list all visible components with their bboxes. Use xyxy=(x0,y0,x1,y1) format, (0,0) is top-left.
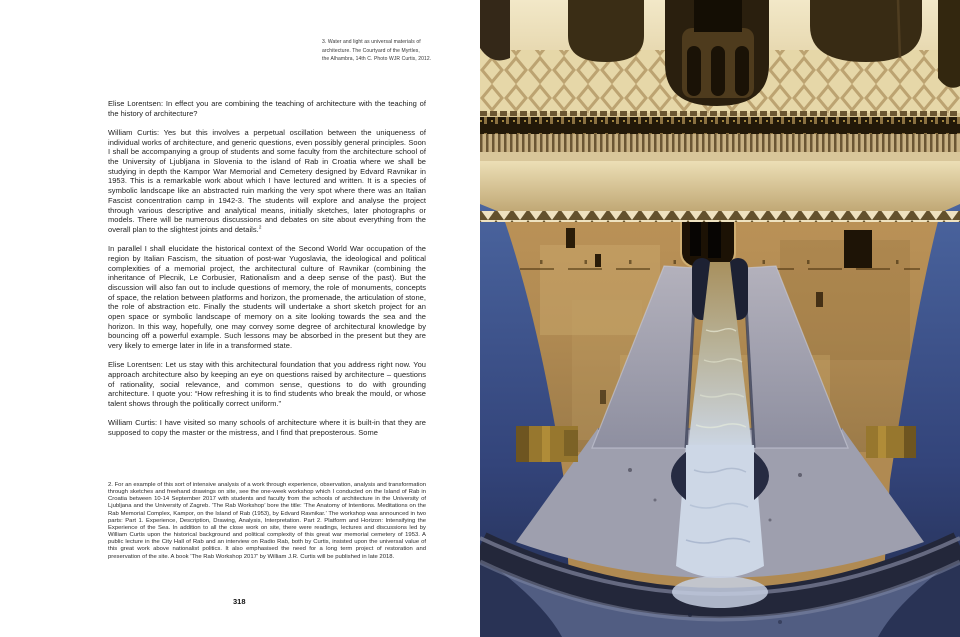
arcade-reflection xyxy=(480,0,960,213)
figure-caption xyxy=(322,38,434,64)
brass-fitting-right xyxy=(866,426,916,458)
paragraph-curtis-answer: William Curtis: Yes but this involves a perpetual oscillation between the uniqueness of individual works of architecture, and generic questions, even possibly general principles. Soon I shall be accompanying a group of students and some faculty from the architecture school of the University of Ljubljana in Slovenia to the island of Rab in Croatia where we shall be studying in depth the Kampor War Memorial and Cemetery designed by Edvard Ravnikar in 1953. This is a remarkable work about which I have lectured and written. It is a species of symbolic landscape like an abstracted ruin marking the very spot where there was an Italian Fascist concentration camp in 1942-3. The students will explore and analyse the project through various descriptive and analytical means, initially sketches, later photographs or models. There will be numerous discussions and debates on site about everything from the overall plan to the slightest joints and details.$^2$ xyxy=(108,127,426,234)
page-number: 318 xyxy=(233,597,246,606)
paragraph-interviewer-question-2: Elise Lorentsen: Let us stay with this architectural foundation that you address right now. You approach architecture also by keeping an eye on questions raised by architecture – questions of rationality, social relevance, and common sense, questions to do with grounding architecture. I quote you: “How refreshing it is to find students who break the mould, or whose talent shows through the politically correct uniform.” xyxy=(108,360,426,409)
footnote-reference: 2 xyxy=(258,224,262,230)
figure-caption-line: the Alhambra, 14th C. Photo WJR Curtis, 2012. xyxy=(322,56,432,63)
photo-alhambra-reflection xyxy=(480,0,960,637)
figure-caption-line: 3. Water and light as universal materials of xyxy=(322,39,421,45)
brass-fitting-left xyxy=(516,426,578,462)
battlement-reflection xyxy=(480,211,960,222)
paragraph-curtis-answer-2: William Curtis: I have visited so many schools of architecture where it is built-in that they are supposed to copy the master or the mistress, and I find that preposterous. Some xyxy=(108,418,426,438)
paragraph-interviewer-question: Elise Lorentsen: In effect you are combining the teaching of architecture with the teaching of the history of architecture? xyxy=(108,99,426,118)
paragraph-curtis-continuation: In parallel I shall elucidate the historical context of the Second World War occupation of the region by Italian Fascism, the situation of post-war Yugoslavia, the ideological and political complexities of a memorial project, the architectural culture of Ravnikar (combining the inheritance of Plecnik, Le Corbusier, Rationalism and a deep sense of the past). But the discussion will also fan out to include questions of memory, the role of monuments, concepts of space, the relation between platforms and horizon, the promenade, the articulation of stone, the role of abstraction etc. Finally the students will undertake a short sketch project for an open space or symbolic landscape of memory on a site looking towards the sea and the horizon. In this way, hopefully, one may convey some degree of architectural knowledge by bouncing off a powerful example. Such lessons may be absorbed in the present but they are very likely to emerge later in life in a transformed state. xyxy=(108,244,426,351)
photo-canvas xyxy=(480,0,960,637)
interview-text-column xyxy=(108,99,426,447)
figure-caption-line: architecture. The Courtyard of the Myrtles, xyxy=(322,47,420,54)
footnote: 2. For an example of this sort of intensive analysis of a work through experience, observation, analysis and transformation through sketches and freehand drawings on site, see the one-week workshop which I conducted on the Island of Rab in Croatia between 10-14 September 2017 with students and faculty from the schools of architecture in the University of Ljubljana and the University of Zagreb. ‘The Rab Workshop’ bore the title: ‘The Anatomy of Intentions. Meditations on the Rab Memorial Complex, Kampor, on the Island of Rab (1953), by Edvard Ravnikar.’ The workshop was announced in two parts: Part 1. Experience, Description, Drawing, Analysis, Interpretation. Part 2. Platform and Horizon: Intensifying the Experience of the Sea. In addition to all the close work on site, there were readings, lectures and discussions led by William Curtis upon the historical background and political complexity of this great war memorial cemetery of 1953. A public lecture in the City Hall of Rab and an interview on Radio Rab, both by Curtis, insisted upon the universal value of this great work above nationalist politics. It also emphasised the need for a long term project of restoration and preservation of the site. A book ‘The Rab Workshop 2017’ by William J.R. Curtis will be published in late 2018. xyxy=(108,482,426,560)
